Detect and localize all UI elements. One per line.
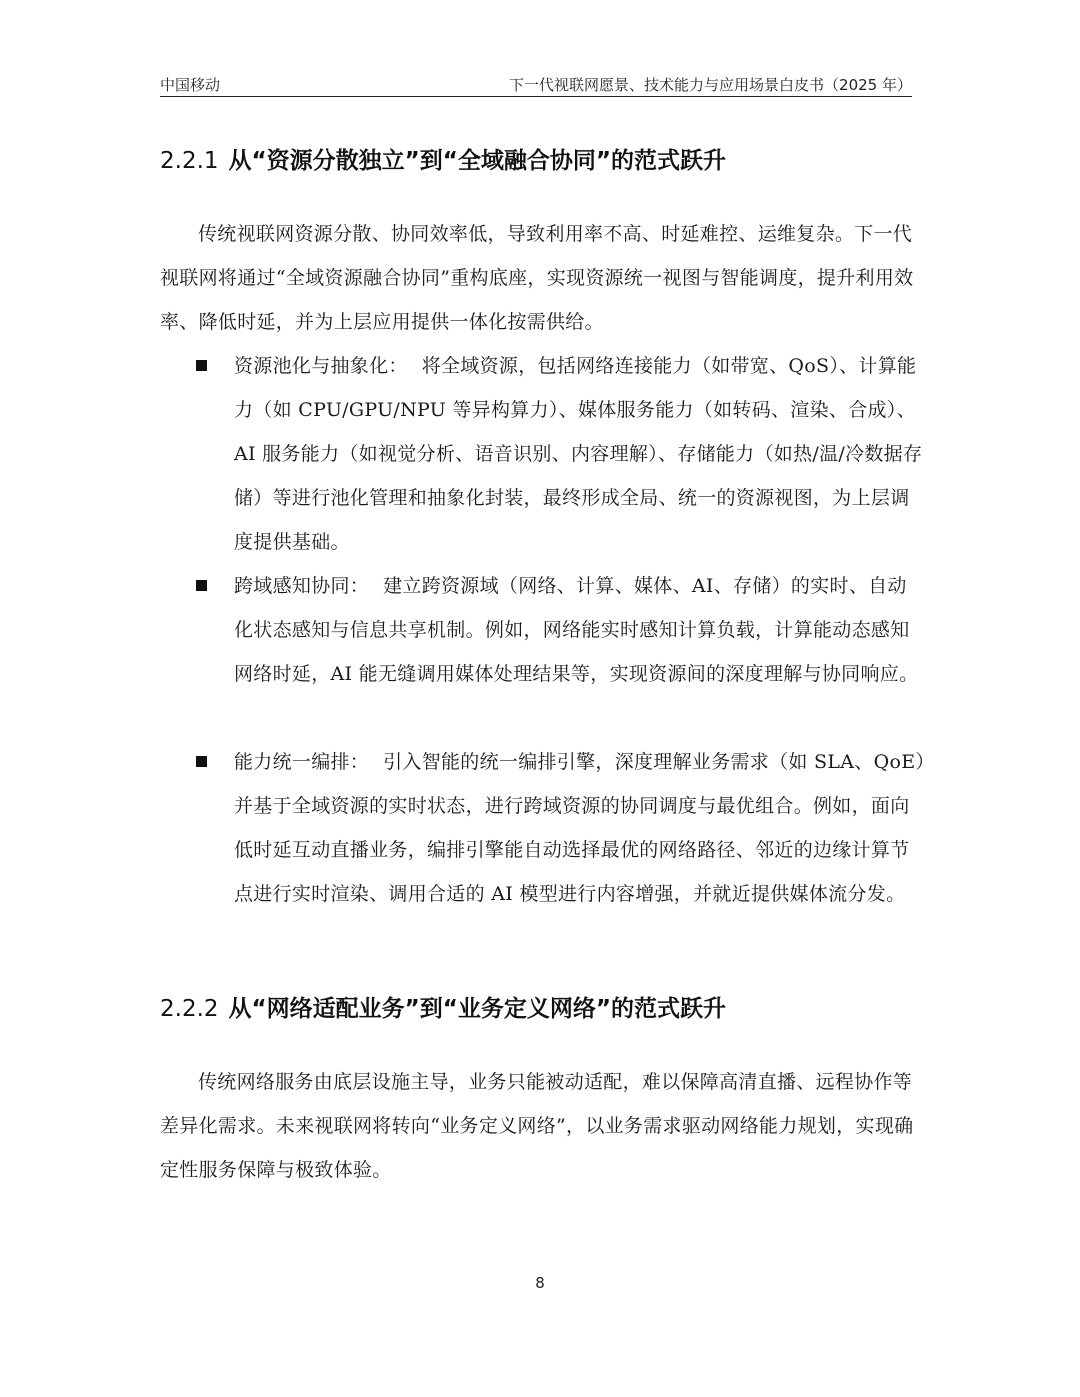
header-org: 中国移动 <box>160 76 221 94</box>
section-heading-2-2-2 <box>160 990 726 1023</box>
section-heading-2-2-1 <box>160 142 726 175</box>
bullet-text: 引入智能的统一编排引擎，深度理解业务需求（如 SLA、QoE）并基于全域资源的实时状态，进行跨域资源的协同调度与最优组合。例如，面向低时延互动直播业务，编排引擎能自动选择最优的网络路径、邻近的边缘计算节点进行实时渲染、调用合适的 AI 模型进行内容增强，并就近提供媒体流分发。 <box>234 751 926 905</box>
bullet-text: 建立跨资源域（网络、计算、媒体、AI、存储）的实时、自动化状态感知与信息共享机制。例如，网络能实时感知计算负载，计算能动态感知网络时延，AI 能无缝调用媒体处理结果等，实现资源间的深度理解与协同响应。 <box>234 575 919 685</box>
bullet-term: 能力统一编排： <box>234 751 370 773</box>
section1-intro-paragraph: 传统视联网资源分散、协同效率低，导致利用率不高、时延难控、运维复杂。下一代视联网将通过“全域资源融合协同”重构底座，实现资源统一视图与智能调度，提升利用效率、降低时延，并为上层应用提供一体化按需供给。 <box>160 223 914 333</box>
section-number: 2.2.1 <box>160 148 219 174</box>
header-doc-title: 下一代视联网愿景、技术能力与应用场景白皮书（2025 年） <box>509 76 912 94</box>
section-number: 2.2.2 <box>160 996 219 1022</box>
bullet-text: 将全域资源，包括网络连接能力（如带宽、QoS）、计算能力（如 CPU/GPU/NPU 等异构算力）、媒体服务能力（如转码、渲染、合成）、AI 服务能力（如视觉分析、语音识别、内容理解）、存储能力（如热/温/冷数据存储）等进行池化管理和抽象化封装，最终形成全局、统一的资源视图，为上层调度提供基础。 <box>234 355 923 553</box>
square-bullet-icon <box>196 756 207 767</box>
square-bullet-icon <box>196 580 207 591</box>
bullet-term: 资源池化与抽象化： <box>234 355 408 377</box>
bullet-term: 跨域感知协同： <box>234 575 370 597</box>
page-number: 8 <box>535 1274 545 1292</box>
bullet-item-unified-orchestration <box>196 740 926 916</box>
square-bullet-icon <box>196 360 207 371</box>
section-title: 从“资源分散独立”到“全域融合协同”的范式跃升 <box>228 148 726 174</box>
bullet-item-cross-domain-sensing <box>196 564 926 696</box>
section-title: 从“网络适配业务”到“业务定义网络”的范式跃升 <box>228 996 726 1022</box>
page-header <box>160 74 912 97</box>
bullet-item-resource-pooling <box>196 344 926 564</box>
section2-intro-paragraph: 传统网络服务由底层设施主导，业务只能被动适配，难以保障高清直播、远程协作等差异化需求。未来视联网将转向“业务定义网络”，以业务需求驱动网络能力规划，实现确定性服务保障与极致体验。 <box>160 1071 914 1181</box>
